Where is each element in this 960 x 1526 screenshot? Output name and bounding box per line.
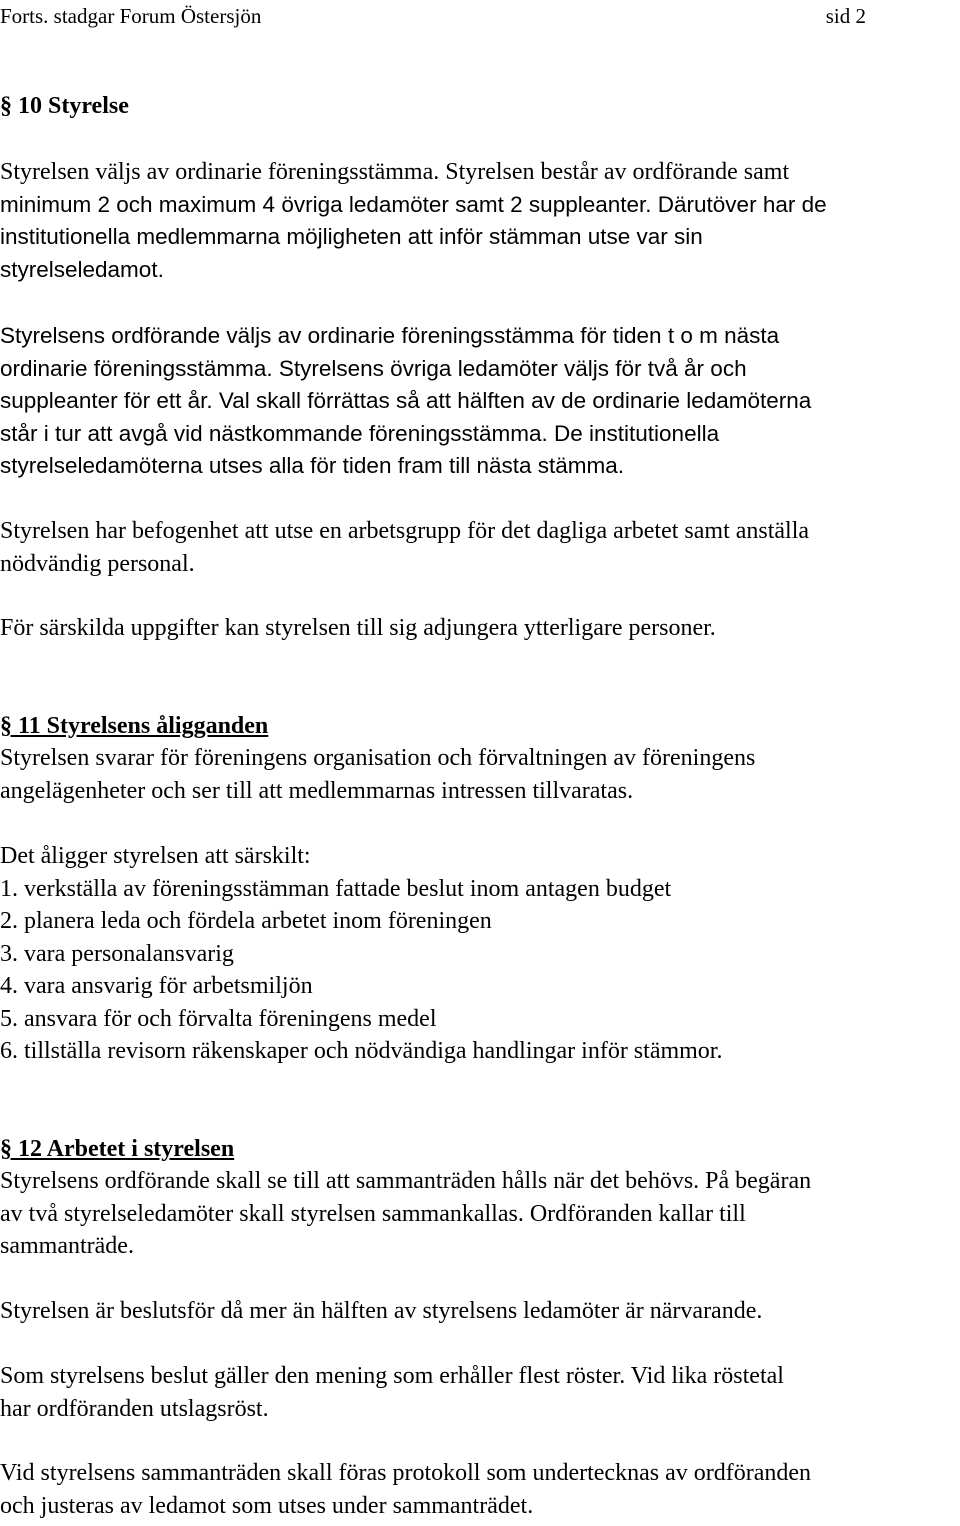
page-header: [0, 2, 866, 30]
section-11-paragraph-1: [0, 742, 960, 807]
text-line: För särskilda uppgifter kan styrelsen till sig adjungera ytterligare personer.: [0, 615, 716, 641]
section-12-paragraph-4: [0, 1457, 960, 1522]
text-line: Styrelsen väljs av ordinarie föreningsstämma. Styrelsen består av ordförande samt: [0, 159, 790, 185]
text-line: Vid styrelsens sammanträden skall föras protokoll som undertecknas av ordföranden: [0, 1460, 812, 1486]
text-line: minimum 2 och maximum 4 övriga ledamöter samt 2 suppleanter. Därutöver har de: [0, 191, 827, 217]
text-line: ordinarie föreningsstämma. Styrelsens övriga ledamöter väljs för två år och: [0, 355, 747, 381]
section-10-paragraph-1: [0, 156, 960, 286]
list-item: 5. ansvara för och förvalta föreningens medel: [0, 1005, 437, 1032]
text-line: Som styrelsens beslut gäller den mening som erhåller flest röster. Vid lika röstetal: [0, 1363, 784, 1389]
section-12-paragraph-3: [0, 1360, 960, 1425]
list-item: 6. tillställa revisorn räkenskaper och nödvändiga handlingar inför stämmor.: [0, 1038, 723, 1064]
text-line: Styrelsen svarar för föreningens organisation och förvaltningen av föreningens: [0, 745, 756, 771]
text-line: styrelseledamöterna utses alla för tiden fram till nästa stämma.: [0, 453, 625, 478]
section-12-paragraph-2: [0, 1295, 960, 1328]
text-line: suppleanter för ett år. Val skall förrättas så att hälften av de ordinarie ledamöterna: [0, 388, 812, 413]
list-item: 3. vara personalansvarig: [0, 940, 234, 967]
list-item: 1. verkställa av föreningsstämman fattade beslut inom antagen budget: [0, 875, 672, 902]
section-10-paragraph-4: [0, 612, 960, 645]
section-12-title: § 12 Arbetet i styrelsen: [0, 1136, 235, 1162]
page-number: sid 2: [825, 4, 866, 28]
section-10-paragraph-2: [0, 320, 960, 483]
text-line: har ordföranden utslagsröst.: [0, 1395, 269, 1422]
header-title: Forts. stadgar Forum Östersjön: [0, 4, 262, 28]
text-line: står i tur att avgå vid nästkommande föreningsstämma. De institutionella: [0, 420, 720, 446]
text-line: angelägenheter och ser till att medlemmarnas intressen tillvaratas.: [0, 777, 634, 804]
text-line: och justeras av ledamot som utses under sammanträdet.: [0, 1492, 534, 1519]
list-item: 4. vara ansvarig för arbetsmiljön: [0, 973, 313, 999]
text-line: nödvändig personal.: [0, 550, 195, 577]
text-line: styrelseledamot.: [0, 256, 164, 282]
text-line: Styrelsen är beslutsför då mer än hälften av styrelsens ledamöter är närvarande.: [0, 1298, 763, 1324]
duties-intro: Det åligger styrelsen att särskilt:: [0, 843, 311, 869]
section-10-title: § 10 Styrelse: [0, 93, 129, 119]
list-item: 2. planera leda och fördela arbetet inom föreningen: [0, 908, 492, 934]
section-11-title: § 11 Styrelsens åligganden: [0, 713, 269, 739]
text-line: av två styrelseledamöter skall styrelsen sammankallas. Ordföranden kallar till: [0, 1200, 746, 1227]
text-line: Styrelsen har befogenhet att utse en arbetsgrupp för det dagliga arbetet samt anställa: [0, 518, 810, 544]
section-10-paragraph-3: [0, 515, 960, 580]
section-12-paragraph-1: [0, 1165, 960, 1263]
section-11-duties: [0, 840, 960, 1068]
section-10-heading: [0, 90, 960, 123]
text-line: Styrelsens ordförande väljs av ordinarie föreningsstämma för tiden t o m nästa: [0, 323, 780, 348]
text-line: Styrelsens ordförande skall se till att sammanträden hålls när det behövs. På begäran: [0, 1168, 812, 1194]
section-11-heading: [0, 710, 960, 743]
text-line: institutionella medlemmarna möjligheten att inför stämman utse var sin: [0, 224, 703, 249]
text-line: sammanträde.: [0, 1233, 134, 1259]
section-12-heading: [0, 1133, 960, 1166]
